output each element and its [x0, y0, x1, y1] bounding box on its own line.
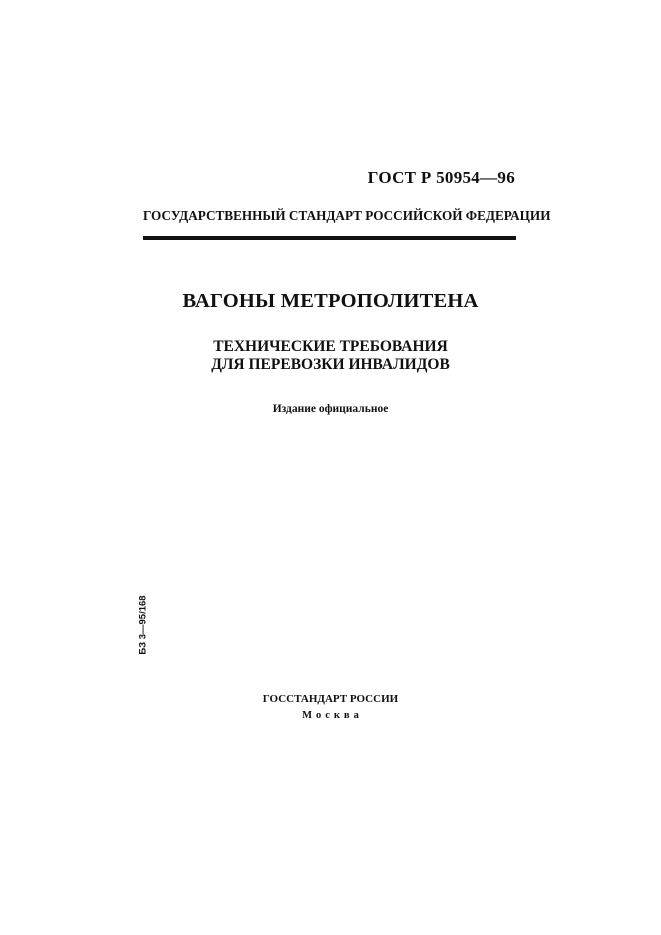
- standard-designation: ГОСТ Р 50954—96: [367, 168, 515, 187]
- state-standard-heading: ГОСУДАРСТВЕННЫЙ СТАНДАРТ РОССИЙСКОЙ ФЕДЕРАЦИИ: [143, 208, 551, 223]
- side-catalog-code: БЗ 3—95/168: [137, 595, 149, 655]
- edition-label: Издание официальное: [272, 403, 389, 415]
- heading-divider: [143, 236, 516, 240]
- subtitle-line-2: ДЛЯ ПЕРЕВОЗКИ ИНВАЛИДОВ: [211, 356, 450, 373]
- document-title: ВАГОНЫ МЕТРОПОЛИТЕНА: [182, 290, 479, 312]
- publication-city: Москва: [302, 710, 363, 721]
- document-subtitle: [0, 338, 661, 374]
- publisher-name: ГОССТАНДАРТ РОССИИ: [262, 693, 399, 705]
- subtitle-line-1: ТЕХНИЧЕСКИЕ ТРЕБОВАНИЯ: [213, 338, 448, 355]
